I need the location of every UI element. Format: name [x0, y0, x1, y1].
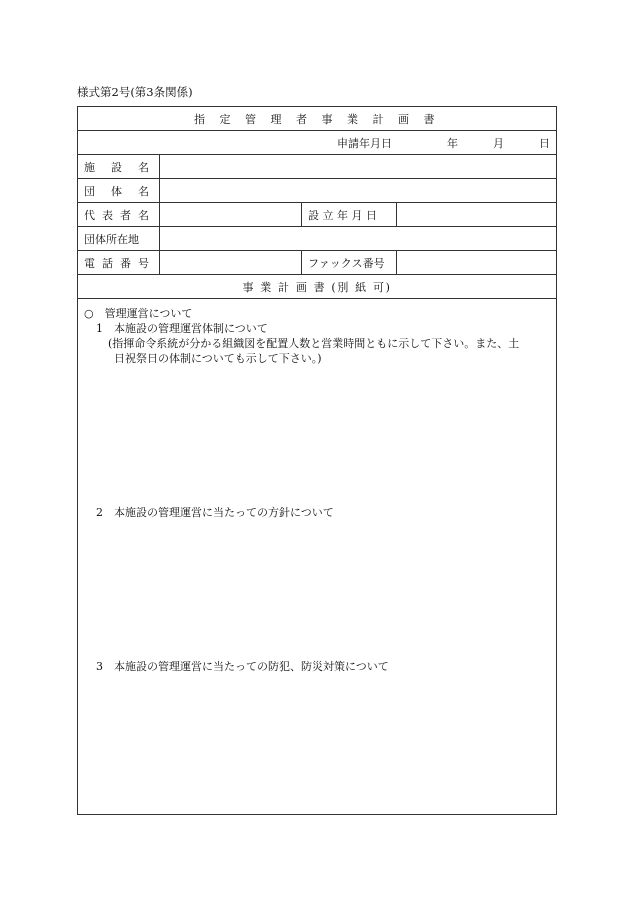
plan-body[interactable] [78, 299, 557, 815]
application-date-row [78, 131, 557, 155]
section-1-note-line-2: 日祝祭日の体制についても示して下さい。) [114, 352, 322, 365]
established-date-field[interactable] [397, 203, 557, 227]
phone-label: 電 話 番 号 [78, 251, 160, 275]
phone-row [78, 251, 557, 275]
plan-header: 事 業 計 画 書 (別 紙 可) [78, 275, 557, 299]
address-row [78, 227, 557, 251]
section-main-heading: ○ 管理運営について [84, 307, 193, 320]
facility-name-row [78, 155, 557, 179]
section-3-title: 3 本施設の管理運営に当たっての防犯、防災対策について [96, 660, 389, 673]
day-label: 日 [539, 136, 551, 150]
representative-field[interactable] [160, 203, 302, 227]
section-1-title: 1 本施設の管理運営体制について [96, 322, 268, 335]
month-label: 月 [493, 136, 505, 150]
fax-field[interactable] [397, 251, 557, 275]
fax-label: ファックス番号 [302, 251, 397, 275]
form-title: 指 定 管 理 者 事 業 計 画 書 [78, 107, 557, 131]
address-label: 団体所在地 [78, 227, 160, 251]
group-name-row [78, 179, 557, 203]
facility-name-label: 施 設 名 [78, 155, 160, 179]
group-name-label: 団 体 名 [78, 179, 160, 203]
address-field[interactable] [160, 227, 557, 251]
group-name-field[interactable] [160, 179, 557, 203]
application-date-field[interactable] [78, 131, 557, 155]
section-1-note-line-1: (指揮命令系統が分かる組織図を配置人数と営業時間ともに示して下さい。また、土 [108, 337, 520, 350]
representative-label: 代 表 者 名 [78, 203, 160, 227]
established-date-label: 設 立 年 月 日 [302, 203, 397, 227]
representative-row [78, 203, 557, 227]
phone-field[interactable] [160, 251, 302, 275]
year-label: 年 [447, 136, 459, 150]
application-date-label: 申請年月日 [337, 136, 393, 150]
facility-name-field[interactable] [160, 155, 557, 179]
section-2-title: 2 本施設の管理運営に当たっての方針について [96, 506, 334, 519]
form-number: 様式第2号(第3条関係) [77, 85, 193, 99]
business-plan-form [77, 106, 557, 815]
